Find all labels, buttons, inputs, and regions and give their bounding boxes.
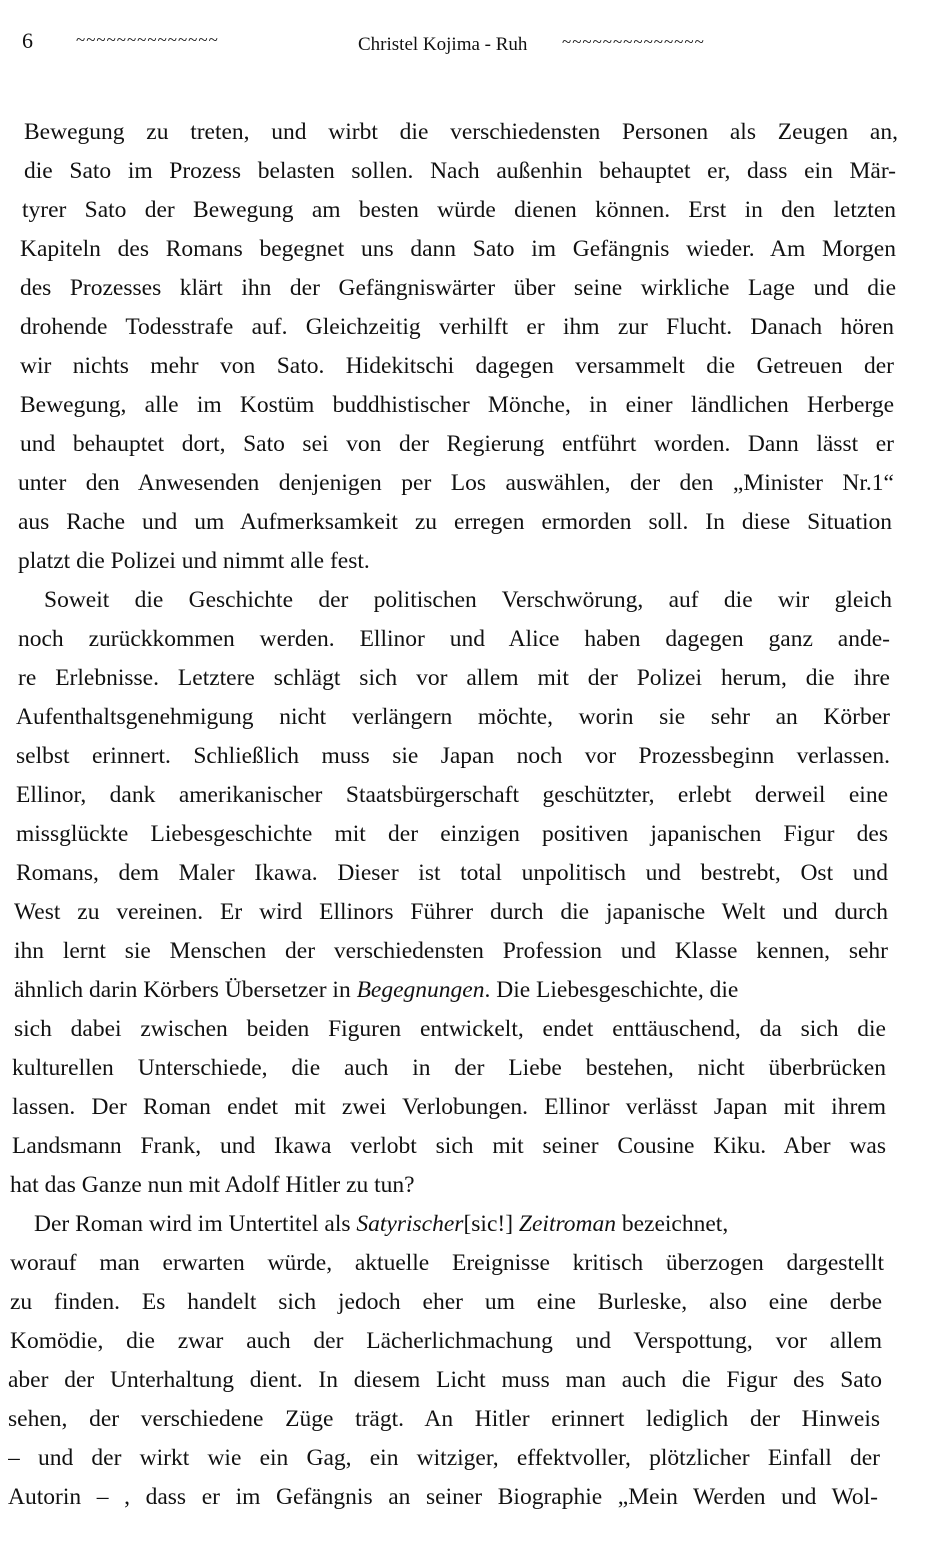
text-line: noch zurückkommen werden. Ellinor und Alice haben dagegen ganz ande-	[18, 626, 890, 652]
text-line: Soweit die Geschichte der politischen Verschwörung, auf die wir gleich	[44, 587, 892, 613]
text-line: unter den Anwesenden denjenigen per Los auswählen, der den „Minister Nr.1“	[18, 470, 894, 496]
body-text	[0, 110, 928, 1530]
text-line: sehen, der verschiedene Züge trägt. An Hitler erinnert lediglich der Hinweis	[8, 1406, 880, 1432]
text-run: Der Roman wird im Untertitel als	[34, 1211, 357, 1237]
text-line: zu finden. Es handelt sich jedoch eher um eine Burleske, also eine derbe	[10, 1289, 882, 1315]
text-line: Kapiteln des Romans begegnet uns dann Sato im Gefängnis wieder. Am Morgen	[20, 236, 896, 262]
text-run: . Die Liebesgeschichte, die	[484, 977, 739, 1003]
text-line	[14, 976, 888, 1004]
sic-note: [sic!]	[463, 1211, 519, 1237]
text-line: lassen. Der Roman endet mit zwei Verlobungen. Ellinor verlässt Japan mit ihrem	[12, 1094, 886, 1120]
header-ornament-right: ~~~~~~~~~~~~~~	[562, 32, 705, 51]
text-line: hat das Ganze nun mit Adolf Hitler zu tun?	[10, 1172, 415, 1198]
text-line: tyrer Sato der Bewegung am besten würde dienen können. Erst in den letzten	[22, 197, 896, 223]
text-line: Romans, dem Maler Ikawa. Dieser ist total unpolitisch und bestrebt, Ost und	[16, 860, 888, 886]
text-line: worauf man erwarten würde, aktuelle Ereignisse kritisch überzogen dargestellt	[10, 1250, 884, 1276]
text-line: missglückte Liebesgeschichte mit der einzigen positiven japanischen Figur des	[16, 821, 888, 847]
text-line: West zu vereinen. Er wird Ellinors Führer durch die japanische Welt und durch	[14, 899, 888, 925]
book-title-italic: Begegnungen	[356, 977, 485, 1003]
text-line: – und der wirkt wie ein Gag, ein witziger, effektvoller, plötzlicher Einfall der	[8, 1445, 880, 1471]
text-line: drohende Todesstrafe auf. Gleichzeitig verhilft er ihm zur Flucht. Danach hören	[20, 314, 894, 340]
text-line: die Sato im Prozess belasten sollen. Nach außenhin behauptet er, dass ein Mär-	[24, 158, 896, 184]
text-line: selbst erinnert. Schließlich muss sie Japan noch vor Prozessbeginn verlassen.	[16, 743, 890, 769]
text-run: bezeichnet,	[615, 1211, 729, 1237]
text-line: aus Rache und um Aufmerksamkeit zu erregen ermorden soll. In diese Situation	[18, 509, 892, 535]
text-line: Komödie, die zwar auch der Lächerlichmachung und Verspottung, vor allem	[10, 1328, 882, 1354]
text-line: wir nichts mehr von Sato. Hidekitschi dagegen versammelt die Getreuen der	[20, 353, 894, 379]
page-number: 6	[22, 28, 33, 53]
page-header	[0, 28, 928, 60]
text-line: Bewegung zu treten, und wirbt die verschiedensten Personen als Zeugen an,	[24, 119, 898, 145]
text-line: Bewegung, alle im Kostüm buddhistischer Mönche, in einer ländlichen Herberge	[20, 392, 894, 418]
text-line: aber der Unterhaltung dient. In diesem Licht muss man auch die Figur des Sato	[8, 1367, 882, 1393]
text-line: und behauptet dort, Sato sei von der Regierung entführt worden. Dann lässt er	[20, 431, 894, 457]
text-line: platzt die Polizei und nimmt alle fest.	[18, 548, 370, 574]
text-line: Ellinor, dank amerikanischer Staatsbürgerschaft geschützter, erlebt derweil eine	[16, 782, 888, 808]
text-line	[34, 1210, 886, 1238]
text-line: des Prozesses klärt ihn der Gefängniswärter über seine wirkliche Lage und die	[20, 275, 896, 301]
text-line: ihn lernt sie Menschen der verschiedensten Profession und Klasse kennen, sehr	[14, 938, 888, 964]
genre-italic: Zeitroman	[518, 1211, 616, 1237]
header-ornament-left: ~~~~~~~~~~~~~~	[76, 30, 219, 49]
text-line: re Erlebnisse. Letztere schlägt sich vor allem mit der Polizei herum, die ihre	[18, 665, 890, 691]
text-line: Aufenthaltsgenehmigung nicht verlängern möchte, worin sie sehr an Körber	[16, 704, 890, 730]
text-line: Autorin – , dass er im Gefängnis an seiner Biographie „Mein Werden und Wol-	[8, 1484, 878, 1510]
text-line: Landsmann Frank, und Ikawa verlobt sich mit seiner Cousine Kiku. Aber was	[12, 1133, 886, 1159]
running-head: Christel Kojima - Ruh	[358, 34, 528, 55]
genre-italic: Satyrischer	[356, 1211, 464, 1237]
text-run: ähnlich darin Körbers Übersetzer in	[14, 977, 357, 1003]
text-line: kulturellen Unterschiede, die auch in der Liebe bestehen, nicht überbrücken	[12, 1055, 886, 1081]
text-line: sich dabei zwischen beiden Figuren entwickelt, endet enttäuschend, da sich die	[14, 1016, 886, 1042]
